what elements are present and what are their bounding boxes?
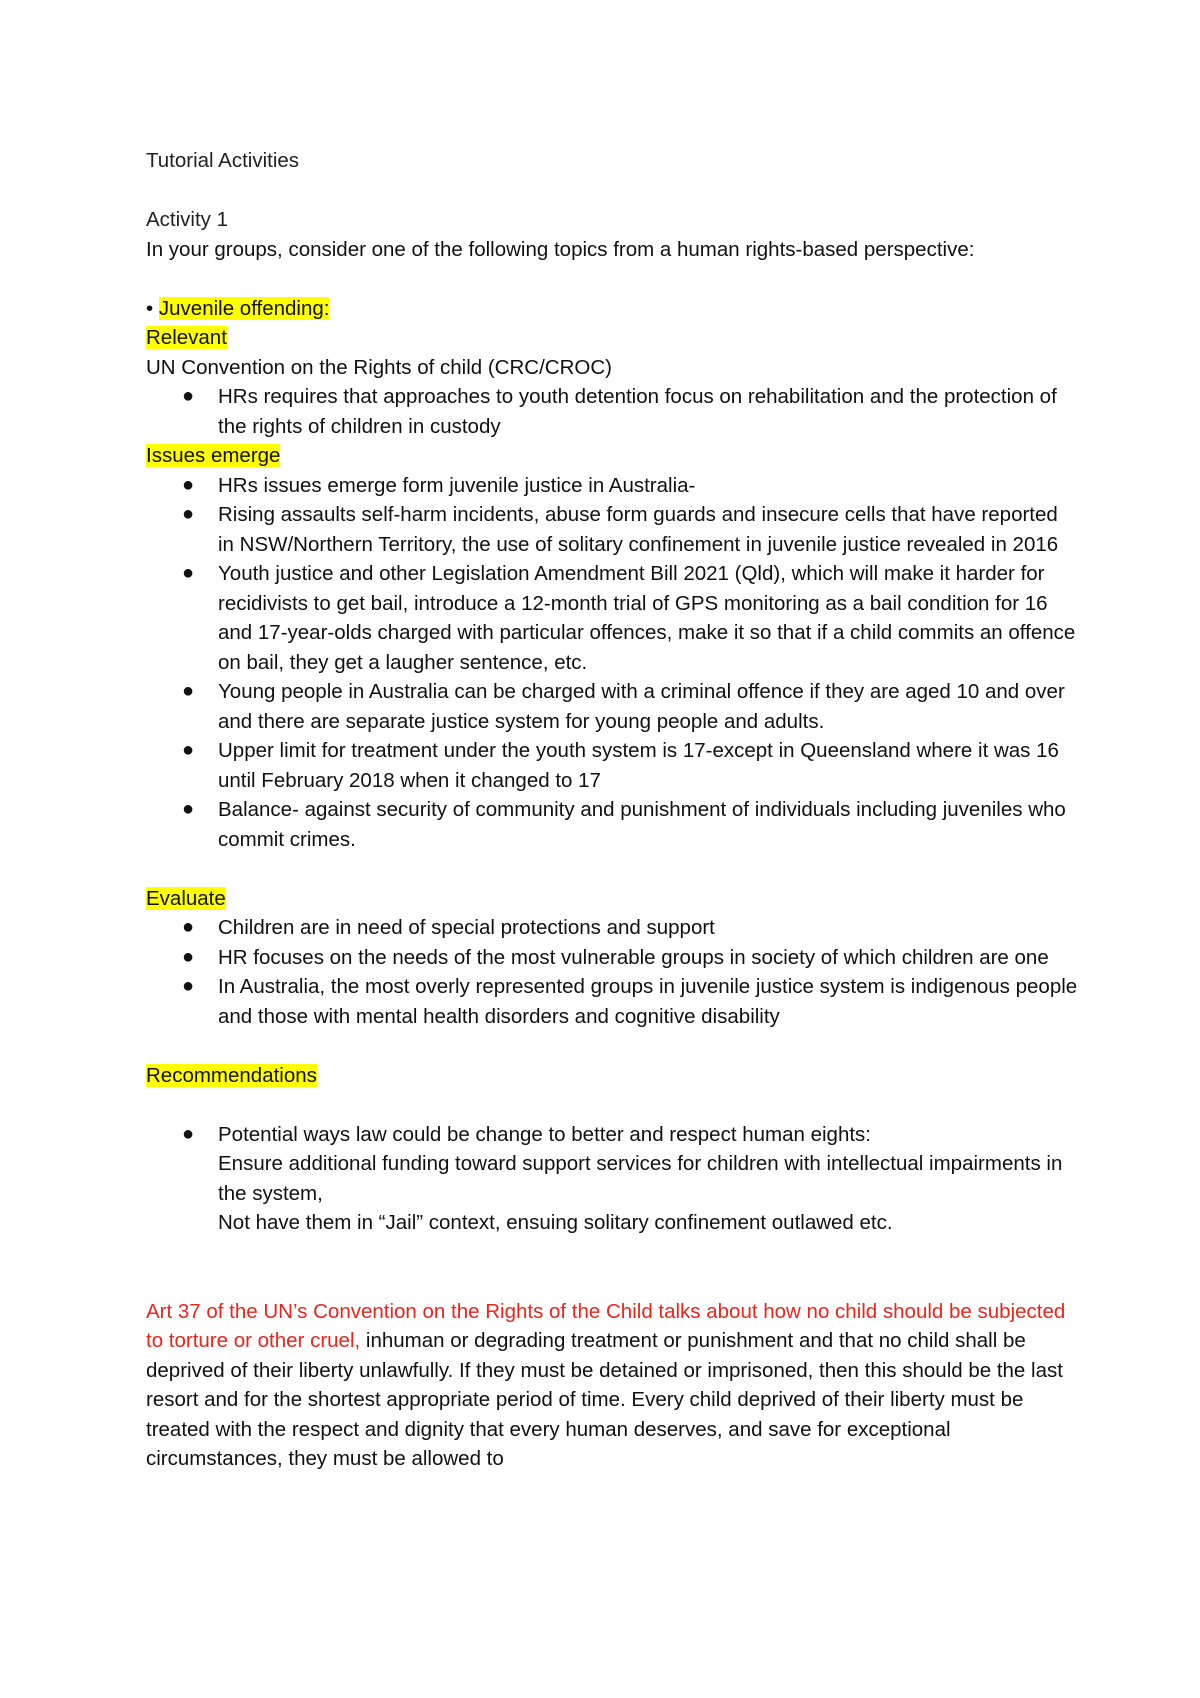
document-title: Tutorial Activities [146, 149, 300, 172]
activity-heading: Activity 1 [146, 208, 229, 231]
list-item: ● Balance- against security of community and punishment of individuals including juveniles who commit crimes. [146, 795, 1066, 854]
bullet-icon: ● [182, 739, 195, 761]
issues-heading-line [146, 441, 1066, 471]
issues-heading: Issues emerge [146, 444, 281, 467]
relevant-heading: Relevant [146, 326, 227, 349]
spacer [146, 264, 1066, 294]
bullet-icon: ● [182, 1122, 195, 1145]
article-rest-text: inhuman or degrading treatment or punishment and that no child shall be deprived of their liberty unlawfully. If they must be detained or imprisoned, then this should be the last resort and for the shortest appropriate period of time. Every child deprived of their liberty must be treated with the respect and dignity that every human deserves, and save for exceptional circumstances, they must be allowed to [146, 1329, 1063, 1470]
spacer [146, 176, 1066, 206]
list-item: ● HRs requires that approaches to youth detention focus on rehabilitation and the protection of the rights of children in custody [146, 382, 1066, 441]
list-item: ● Upper limit for treatment under the youth system is 17-except in Queensland where it was 16 until February 2018 when it changed to 17 [146, 736, 1066, 795]
topic-line [146, 294, 1066, 324]
list-item: ● Children are in need of special protections and support [146, 913, 1066, 943]
recommendations-heading-line [146, 1061, 1066, 1091]
list-item [146, 1120, 1066, 1238]
recommendation-line-3: Not have them in “Jail” context, ensuing solitary confinement outlawed etc. [218, 1211, 893, 1234]
relevant-heading-line [146, 323, 1066, 353]
recommendation-line-1: Potential ways law could be change to better and respect human eights: [218, 1122, 871, 1146]
bullet-icon: ● [182, 916, 195, 938]
bullet-icon: ● [182, 385, 195, 407]
list-item: ● Youth justice and other Legislation Amendment Bill 2021 (Qld), which will make it harder for recidivists to get bail, introduce a 12-month trial of GPS monitoring as a bail condition for 16 and 17-year-olds charged with particular offences, make it so that if a child commits an offence on bail, they get a laugher sentence, etc. [146, 559, 1066, 677]
recommendations-list [146, 1120, 1066, 1238]
recommendations-heading: Recommendations [146, 1063, 317, 1087]
list-item: ● In Australia, the most overly represented groups in juvenile justice system is indigenous people and those with mental health disorders and cognitive disability [146, 972, 1066, 1031]
bullet-icon: ● [182, 798, 195, 820]
document-page [146, 146, 1078, 1474]
spacer [146, 1031, 1066, 1061]
bullet-icon: ● [182, 473, 195, 496]
article-red-text: Art 37 of the UN’s Convention on the Rights of the Child talks about how no child should be subjected to torture or other cruel, [146, 1299, 1066, 1352]
topic-bullet: • [146, 296, 154, 320]
bullet-icon: ● [182, 562, 195, 584]
evaluate-heading: Evaluate [146, 886, 226, 910]
spacer [146, 1090, 1066, 1120]
relevant-list [146, 382, 1066, 441]
bullet-icon: ● [182, 680, 195, 702]
convention-line: UN Convention on the Rights of child (CRC/CROC) [146, 355, 612, 379]
spacer [146, 1238, 1066, 1268]
list-item: ● HRs issues emerge form juvenile justice in Australia- [146, 471, 1066, 501]
spacer [146, 1267, 1066, 1297]
evaluate-list [146, 913, 1078, 1031]
spacer [146, 854, 1066, 884]
activity-intro: In your groups, consider one of the following topics from a human rights-based perspective: [146, 237, 975, 261]
list-item: ● Rising assaults self-harm incidents, abuse form guards and insecure cells that have reported in NSW/Northern Territory, the use of solitary confinement in juvenile justice revealed in 2016 [146, 500, 1066, 559]
issues-list [146, 471, 1076, 855]
list-item: ● HR focuses on the needs of the most vulnerable groups in society of which children are one [146, 943, 1066, 973]
bullet-icon: ● [182, 945, 195, 968]
topic-label: Juvenile offending: [158, 296, 330, 320]
evaluate-heading-line [146, 884, 1066, 914]
article-paragraph [146, 1297, 1066, 1474]
bullet-icon: ● [182, 975, 195, 997]
list-item: ● Young people in Australia can be charged with a criminal offence if they are aged 10 and over and there are separate justice system for young people and adults. [146, 677, 1066, 736]
bullet-icon: ● [182, 503, 195, 525]
recommendation-line-2: Ensure additional funding toward support services for children with intellectual impairments in the system, [218, 1152, 1063, 1205]
